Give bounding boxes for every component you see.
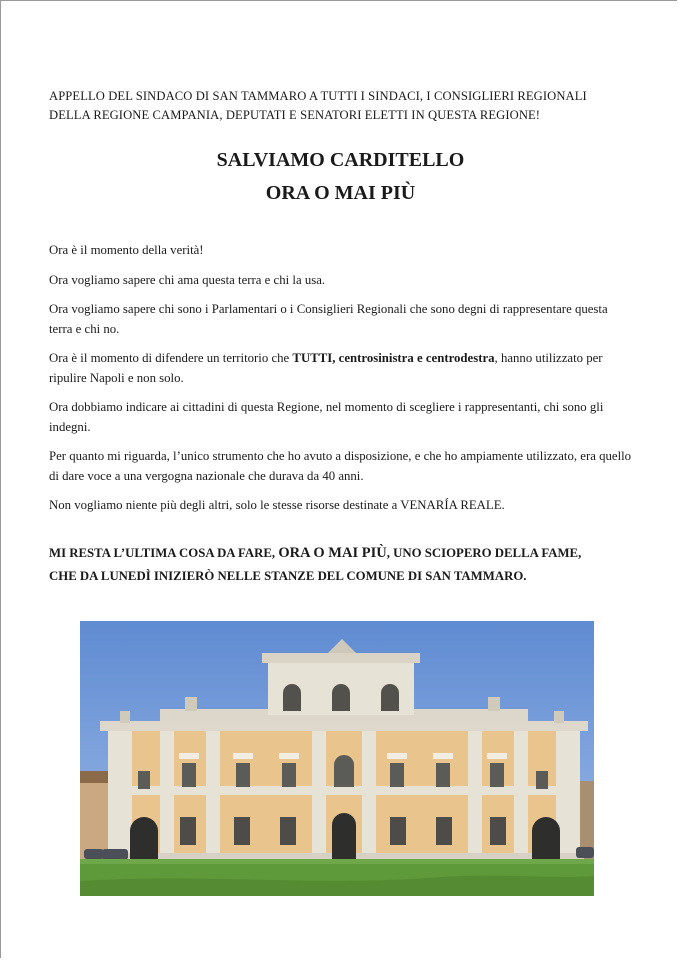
- closing-part-2: , UNO SCIOPERO DELLA FAME,: [386, 546, 582, 560]
- paragraph-7: Non vogliamo niente più degli altri, solo le stesse risorse destinate a VENARÍA REALE.: [49, 498, 505, 512]
- paragraph-6: Per quanto mi riguarda, l’unico strumento che ho avuto a disposizione, e che ho ampiamente utilizzato, era quello di dare voce a una vergogna nazionale che durava da 40 anni.: [49, 449, 632, 483]
- paragraph-2: Ora vogliamo sapere chi ama questa terra e chi la usa.: [49, 272, 326, 287]
- closing-highlight: ORA O MAI PIÙ: [278, 545, 387, 561]
- paragraph-5: Ora dobbiamo indicare ai cittadini di questa Regione, nel momento di scegliere i rappresentanti, chi sono gli indegni.: [49, 400, 604, 434]
- appeal-heading: [49, 87, 639, 125]
- paragraph-4-bold: TUTTI, centrosinistra e centrodestra: [292, 351, 495, 365]
- letter-body: [49, 241, 634, 526]
- closing-part-1: MI RESTA L’ULTIMA COSA DA FARE,: [49, 546, 279, 560]
- closing-line-2: CHE DA LUNEDÌ INIZIERÒ NELLE STANZE DEL COMUNE DI SAN TAMMARO.: [49, 568, 527, 583]
- closing-statement: [49, 542, 649, 587]
- paragraph-1: Ora è il momento della verità!: [49, 243, 204, 257]
- palace-illustration: [80, 621, 594, 896]
- paragraph-4-start: Ora è il momento di difendere un territorio che: [49, 351, 293, 365]
- paragraph-4-end: , hanno utilizzato per ripulire Napoli e non solo.: [49, 351, 603, 385]
- palace-photo: [80, 621, 594, 896]
- paragraph-4: [49, 349, 634, 388]
- main-subtitle: ORA O MAI PIÙ: [265, 182, 416, 204]
- appeal-line-1: APPELLO DEL SINDACO DI SAN TAMMARO A TUTTI I SINDACI, I CONSIGLIERI REGIONALI: [49, 89, 587, 103]
- paragraph-3: Ora vogliamo sapere chi sono i Parlamentari o i Consiglieri Regionali che sono degni di rappresentare questa terra e chi no.: [49, 302, 608, 336]
- main-title: SALVIAMO CARDITELLO: [216, 149, 465, 171]
- closing-line-1: [49, 542, 649, 565]
- appeal-line-2: DELLA REGIONE CAMPANIA, DEPUTATI E SENATORI ELETTI IN QUESTA REGIONE!: [49, 108, 541, 122]
